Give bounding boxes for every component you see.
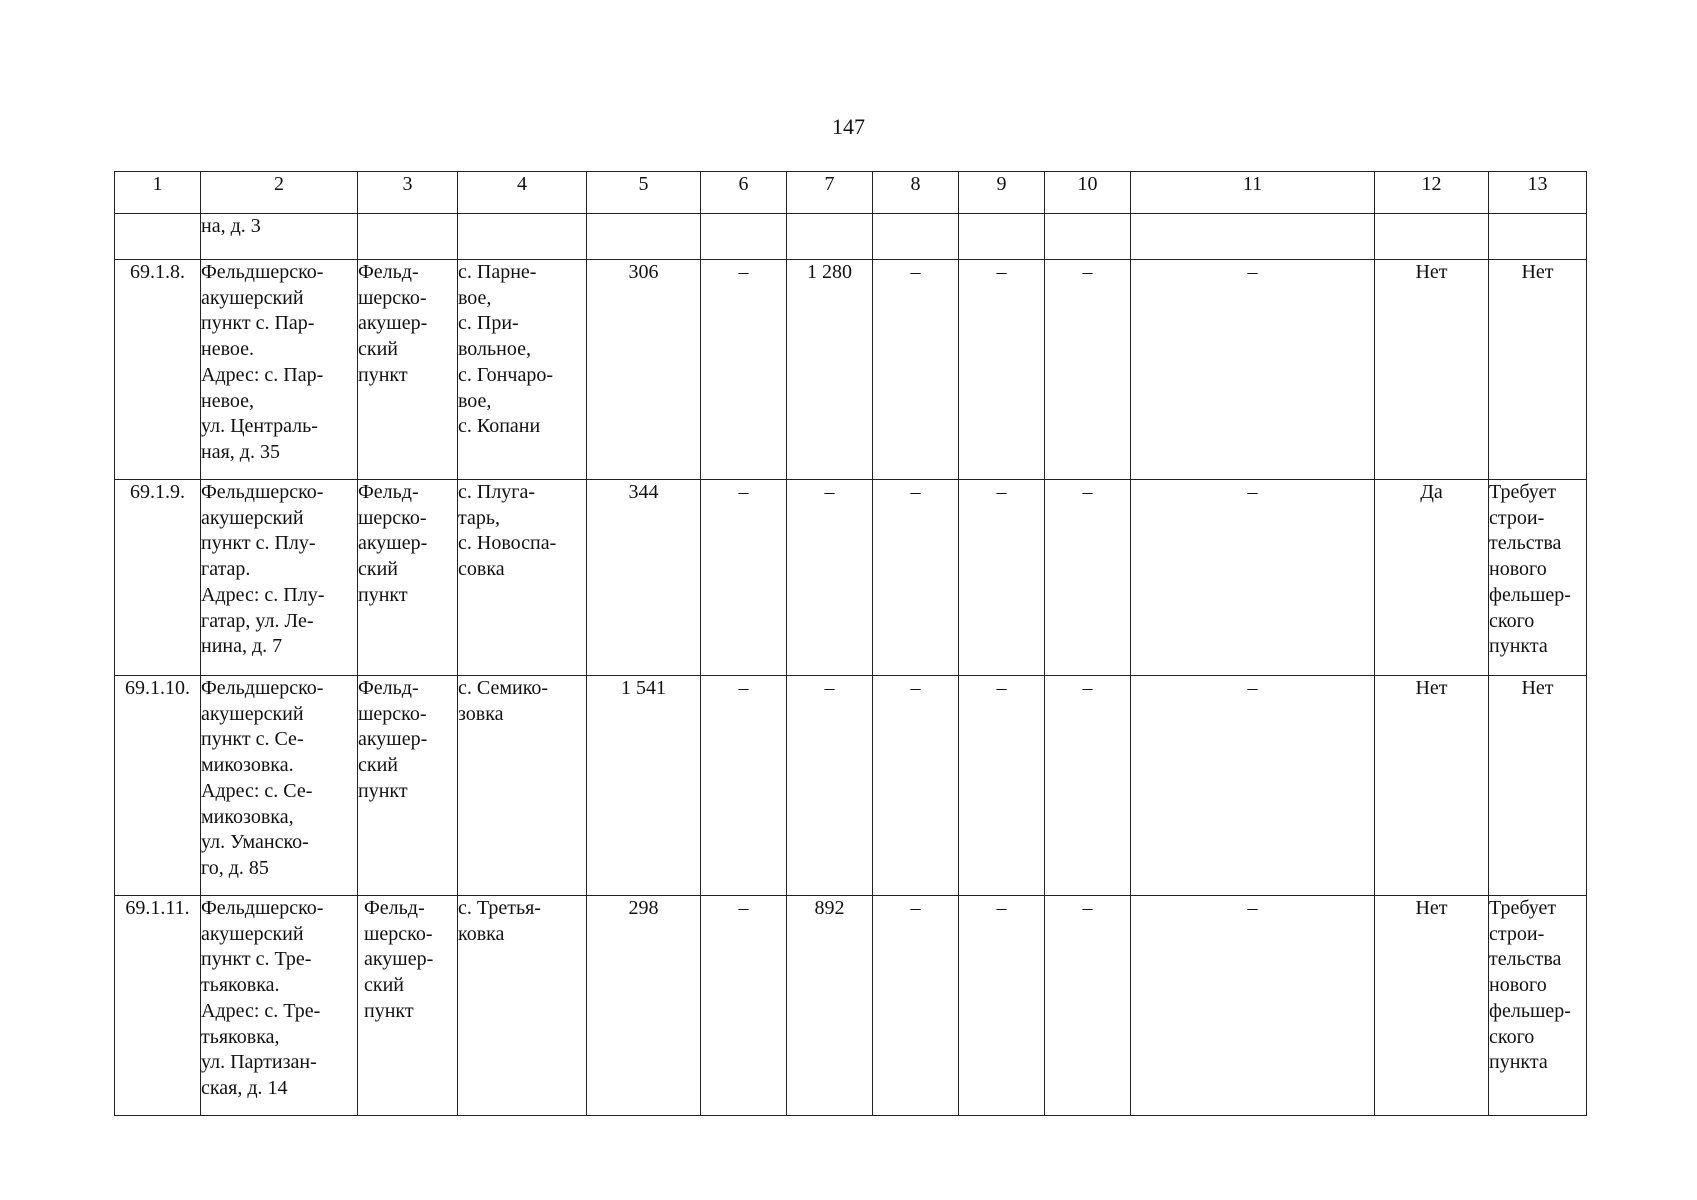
column-header: 7: [787, 172, 873, 214]
column-header: 1: [115, 172, 201, 214]
text-line: акушерский: [201, 286, 304, 309]
text-line: ная, д. 35: [201, 440, 280, 463]
column-header: 3: [358, 172, 458, 214]
text-line: ул. Уманско-: [201, 831, 309, 854]
facility-type-cell: [358, 480, 458, 676]
text-line: Нет: [1521, 677, 1554, 699]
continuation-row: [115, 214, 1587, 260]
facility-type-cell: [358, 676, 458, 896]
text-line: пункт с. Пар-: [201, 312, 315, 335]
text-line: Фельд-: [364, 897, 425, 919]
text-line: нового: [1489, 974, 1547, 997]
text-line: пункт с. Се-: [201, 728, 304, 751]
text-line: тьяковка,: [201, 1025, 280, 1048]
column-number-row: [115, 172, 1587, 214]
population-cell: 298: [587, 896, 701, 1116]
text-line: ский: [358, 338, 398, 361]
note-cell: [1489, 896, 1587, 1116]
text-line: ского: [1489, 1025, 1535, 1048]
facilities-table: [114, 171, 1587, 1116]
text-line: ский: [358, 558, 398, 581]
table-cell: –: [701, 260, 787, 480]
text-line: пункта: [1489, 1051, 1548, 1074]
page-number: 147: [832, 114, 865, 139]
text-line: шерско-: [358, 286, 427, 309]
table-cell: –: [959, 480, 1045, 676]
table-cell: [1045, 214, 1131, 260]
text-line: с. Копани: [458, 415, 541, 438]
column-header: 10: [1045, 172, 1131, 214]
text-line: Фельд-: [358, 481, 419, 503]
text-line: с. Новоспа-: [458, 532, 557, 555]
table-cell: [873, 214, 959, 260]
column-header: 13: [1489, 172, 1587, 214]
text-line: пункт: [358, 363, 408, 386]
note-cell: [1489, 260, 1587, 480]
table-cell: [358, 214, 458, 260]
text-line: невое.: [201, 338, 255, 361]
table-cell: [1489, 214, 1587, 260]
table-cell: [787, 214, 873, 260]
text-line: тарь,: [458, 506, 500, 529]
table-cell: [115, 214, 201, 260]
text-line: тьяковка.: [201, 974, 280, 997]
table-cell: [959, 214, 1045, 260]
table-row: [115, 676, 1587, 896]
text-line: акушер-: [358, 728, 428, 751]
note-cell: [1489, 480, 1587, 676]
text-line: ул. Партизан-: [201, 1051, 317, 1074]
table-cell: 1 280: [787, 260, 873, 480]
text-line: пункт с. Плу-: [201, 532, 316, 555]
table-cell: –: [873, 896, 959, 1116]
table-cell: –: [1131, 896, 1375, 1116]
text-line: гатар.: [201, 558, 251, 581]
text-line: Нет: [1521, 261, 1554, 283]
table-cell: –: [787, 676, 873, 896]
text-line: вое,: [458, 286, 492, 309]
column-header: 9: [959, 172, 1045, 214]
flag-cell: Нет: [1375, 260, 1489, 480]
column-header: 4: [458, 172, 587, 214]
facility-name-cell: [201, 896, 358, 1116]
table-cell: –: [1131, 480, 1375, 676]
text-line: Фельдшерско-: [201, 481, 324, 503]
text-line: ский: [364, 974, 404, 997]
text-line: невое,: [201, 389, 255, 412]
table-cell: –: [873, 676, 959, 896]
text-line: ул. Централь-: [201, 415, 318, 438]
text-line: пункт: [364, 999, 414, 1022]
text-line: ская, д. 14: [201, 1076, 288, 1099]
text-line: Требует: [1489, 481, 1557, 503]
table-cell: [1131, 214, 1375, 260]
facility-name-cell: [201, 480, 358, 676]
table-cell: –: [1131, 260, 1375, 480]
table-cell: [458, 214, 587, 260]
text-line: акушерский: [201, 922, 304, 945]
row-number: 69.1.10.: [115, 676, 201, 896]
text-line: пункт с. Тре-: [201, 948, 312, 971]
text-line: ский: [358, 754, 398, 777]
text-line: нового: [1489, 558, 1547, 581]
text-line: пункт: [358, 779, 408, 802]
text-line: вольное,: [458, 338, 531, 361]
text-line: го, д. 85: [201, 856, 269, 879]
settlements-cell: [458, 896, 587, 1116]
text-line: акушер-: [358, 312, 428, 335]
text-line: с. Парне-: [458, 261, 537, 283]
text-line: нина, д. 7: [201, 635, 283, 658]
text-line: Адрес: с. Пар-: [201, 363, 324, 386]
text-line: вое,: [458, 389, 492, 412]
text-line: Фельдшерско-: [201, 897, 324, 919]
table-cell: –: [1045, 896, 1131, 1116]
text-line: акушер-: [364, 948, 434, 971]
table-row: [115, 260, 1587, 480]
table-cell: –: [1045, 480, 1131, 676]
text-line: фельшер-: [1489, 583, 1571, 606]
column-header: 11: [1131, 172, 1375, 214]
facility-type-cell: [358, 260, 458, 480]
text-line: гатар, ул. Ле-: [201, 609, 314, 632]
text-line: Адрес: с. Тре-: [201, 999, 321, 1022]
text-line: Фельд-: [358, 677, 419, 699]
text-line: с. Семико-: [458, 677, 549, 699]
table-cell: –: [1045, 260, 1131, 480]
table-cell: –: [1131, 676, 1375, 896]
text-line: совка: [458, 558, 505, 581]
table-cell: –: [873, 480, 959, 676]
text-line: с. Гончаро-: [458, 363, 553, 386]
text-line: Адрес: с. Се-: [201, 779, 313, 802]
column-header: 8: [873, 172, 959, 214]
row-number: 69.1.11.: [115, 896, 201, 1116]
flag-cell: Да: [1375, 480, 1489, 676]
text-line: зовка: [458, 702, 504, 725]
population-cell: 1 541: [587, 676, 701, 896]
text-line: Адрес: с. Плу-: [201, 583, 325, 606]
column-header: 6: [701, 172, 787, 214]
text-line: пункт: [358, 583, 408, 606]
text-line: Фельдшерско-: [201, 677, 324, 699]
note-cell: [1489, 676, 1587, 896]
table-cell: –: [701, 896, 787, 1116]
table-cell: –: [1045, 676, 1131, 896]
flag-cell: Нет: [1375, 896, 1489, 1116]
population-cell: 306: [587, 260, 701, 480]
row-number: 69.1.8.: [115, 260, 201, 480]
population-cell: 344: [587, 480, 701, 676]
text-line: строи-: [1489, 922, 1545, 945]
column-header: 5: [587, 172, 701, 214]
text-line: шерско-: [364, 922, 433, 945]
table-cell: [587, 214, 701, 260]
settlements-cell: [458, 480, 587, 676]
settlements-cell: [458, 260, 587, 480]
text-line: тельства: [1489, 532, 1562, 555]
table-cell: –: [959, 260, 1045, 480]
text-line: акушер-: [358, 532, 428, 555]
text-line: ковка: [458, 922, 505, 945]
table-cell: –: [701, 676, 787, 896]
text-line: фельшер-: [1489, 999, 1571, 1022]
table-row: [115, 480, 1587, 676]
text-line: Фельд-: [358, 261, 419, 283]
text-line: тельства: [1489, 948, 1562, 971]
text-line: Требует: [1489, 897, 1557, 919]
text-line: микозовка,: [201, 805, 294, 828]
facility-type-cell: [358, 896, 458, 1116]
table-cell: –: [873, 260, 959, 480]
text-line: шерско-: [358, 702, 427, 725]
text-line: акушерский: [201, 702, 304, 725]
table-cell: –: [787, 480, 873, 676]
row-number: 69.1.9.: [115, 480, 201, 676]
text-line: микозовка.: [201, 754, 294, 777]
table-cell: [701, 214, 787, 260]
column-header: 12: [1375, 172, 1489, 214]
table-cell: –: [959, 676, 1045, 896]
text-line: шерско-: [358, 506, 427, 529]
text-line: Фельдшерско-: [201, 261, 324, 283]
text-line: с. При-: [458, 312, 519, 335]
table-cell: [1375, 214, 1489, 260]
text-line: строи-: [1489, 506, 1545, 529]
table-cell: –: [701, 480, 787, 676]
table-cell: –: [959, 896, 1045, 1116]
text-line: акушерский: [201, 506, 304, 529]
text-line: с. Третья-: [458, 897, 541, 919]
facility-name-cell: [201, 676, 358, 896]
text-line: с. Плуга-: [458, 481, 536, 503]
table-cell: 892: [787, 896, 873, 1116]
facility-name-cell: [201, 260, 358, 480]
continuation-text: на, д. 3: [201, 214, 358, 260]
table-row: [115, 896, 1587, 1116]
column-header: 2: [201, 172, 358, 214]
text-line: пункта: [1489, 635, 1548, 658]
text-line: ского: [1489, 609, 1535, 632]
settlements-cell: [458, 676, 587, 896]
flag-cell: Нет: [1375, 676, 1489, 896]
